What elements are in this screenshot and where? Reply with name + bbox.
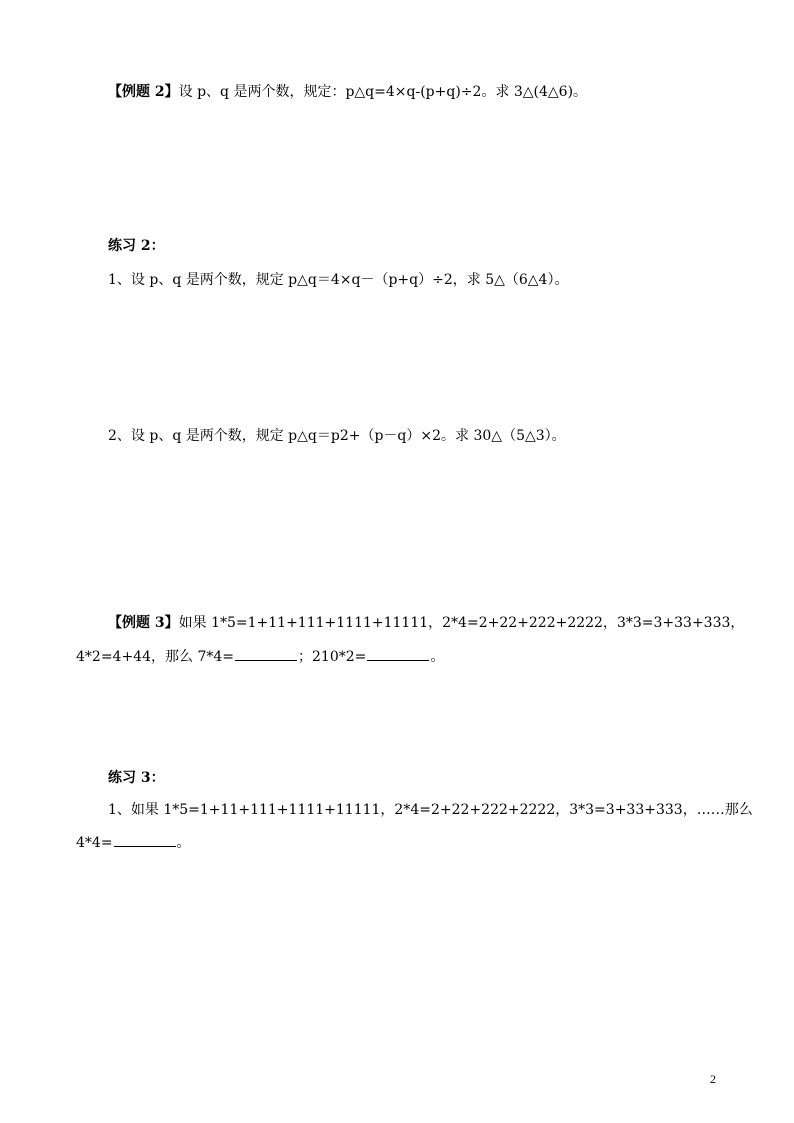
- example3-text-part-a: 4*2=4+44，那么 7*4=: [76, 649, 234, 665]
- practice2-item2: 2、设 p、q 是两个数，规定 p△q＝p2+（p－q）×2。求 30△（5△3）。: [108, 428, 566, 444]
- practice3-text-part-a: 4*4=: [76, 835, 113, 851]
- practice2-heading: 练习 2：: [108, 238, 165, 254]
- example2-line: [108, 82, 587, 102]
- example2-text: 设 p、q 是两个数，规定：p△q=4×q-(p+q)÷2。求 3△(4△6)。: [178, 84, 588, 100]
- example3-line1: [108, 613, 744, 633]
- example3-answer-blank-1: [235, 646, 297, 661]
- example2-label: 【例题 2】: [108, 84, 179, 100]
- practice3-text-part-b: 。: [176, 835, 191, 851]
- practice2-item1: 1、设 p、q 是两个数，规定 p△q＝4×q－（p+q）÷2，求 5△（6△4）。: [108, 272, 569, 288]
- example3-line2: [76, 646, 444, 667]
- page-number: 2: [710, 1072, 716, 1086]
- example3-text-part-c: 。: [430, 649, 445, 665]
- example3-answer-blank-2: [367, 646, 429, 661]
- practice3-item1-line1: 1、如果 1*5=1+11+111+1111+11111，2*4=2+22+222+2222，3*3=3+33+333，……那么: [108, 802, 753, 818]
- practice3-item1-line2: [76, 832, 191, 853]
- practice3-answer-blank: [114, 832, 176, 847]
- example3-label: 【例题 3】: [108, 615, 179, 631]
- practice3-heading: 练习 3：: [108, 770, 165, 786]
- example3-text-part-b: ；210*2=: [298, 649, 367, 665]
- example3-text-line1: 如果 1*5=1+11+111+1111+11111，2*4=2+22+222+2222，3*3=3+33+333，: [178, 615, 745, 631]
